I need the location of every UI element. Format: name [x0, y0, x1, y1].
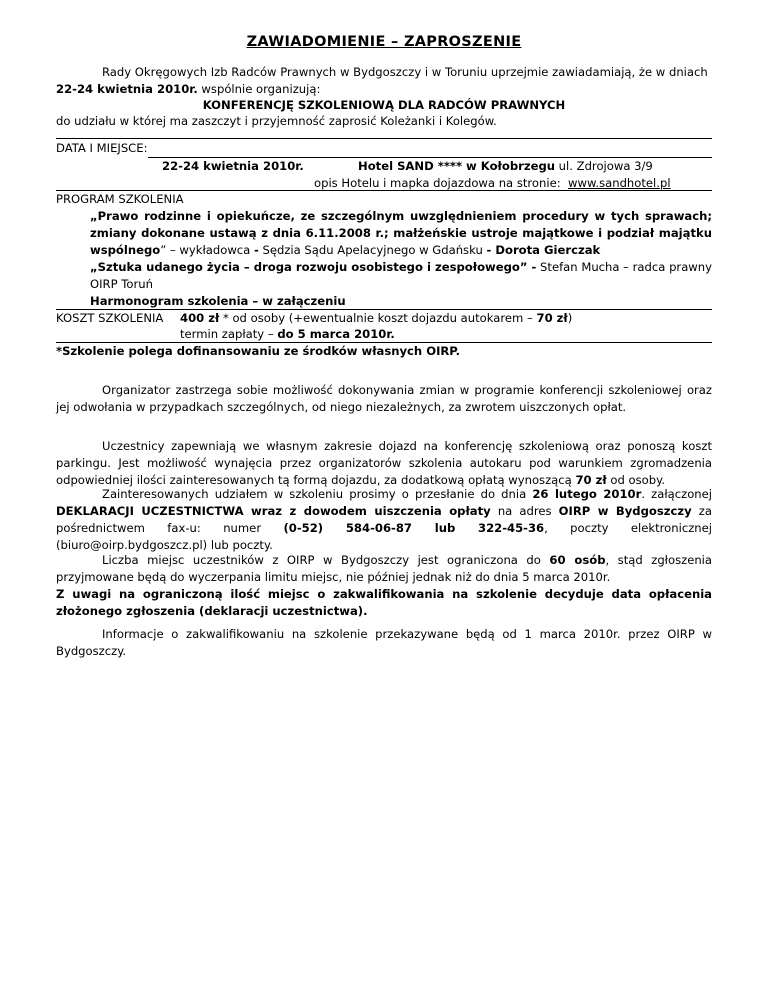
- p3-b: . załączonej: [641, 487, 712, 501]
- dash: -: [486, 243, 492, 257]
- topic-2-title: „Sztuka udanego życia – droga rozwoju osobistego i zespołowego” -: [90, 260, 537, 274]
- cost-label: KOSZT SZKOLENIA: [56, 311, 164, 325]
- paragraph-3: [56, 486, 712, 554]
- hotel-address: ul. Zdrojowa 3/9: [555, 159, 653, 173]
- intro-dates: 22-24 kwietnia 2010r.: [56, 82, 198, 96]
- paragraph-4-bold: Z uwagi na ograniczoną ilość miejsc o zakwalifikowania na szkolenie decyduje data opłacenia złożonego zgłoszenia (deklaracji uczestnictwa).: [56, 587, 712, 618]
- conference-title: KONFERENCJĘ SZKOLENIOWĄ DLA RADCÓW PRAWNYCH: [202, 98, 566, 112]
- schedule-note: Harmonogram szkolenia – w załączeniu: [90, 294, 346, 308]
- deadline-line: [180, 326, 395, 343]
- website-text: opis Hotelu i mapka dojazdowa na stronie:: [314, 176, 561, 190]
- intro-line-1: Rady Okręgowych Izb Radców Prawnych w Bydgoszczy i w Toruniu uprzejmie zawiadamiają, że w dniach: [102, 65, 708, 79]
- p3-d: za pośrednictwem fax-u: numer: [56, 504, 712, 535]
- divider: [56, 138, 712, 139]
- cost-rest: * od osoby (+ewentualnie koszt dojazdu autokarem –: [219, 311, 537, 325]
- dash: -: [253, 243, 259, 257]
- p3-fax: (0-52) 584-06-87 lub 322-45-36: [283, 521, 545, 535]
- p4-a: Liczba miejsc uczestników z OIRP w Bydgoszczy jest ograniczona do: [102, 553, 550, 567]
- cost-line: [180, 310, 572, 327]
- p3-a: Zainteresowanych udziałem w szkoleniu prosimy o przesłanie do dnia: [102, 487, 533, 501]
- p3-date: 26 lutego 2010r: [532, 487, 642, 501]
- speaker-1-role: Sędzia Sądu Apelacyjnego w Gdańsku: [258, 243, 487, 257]
- program-topic-1: [90, 208, 712, 259]
- hotel-line: [358, 158, 653, 175]
- p3-address: OIRP w Bydgoszczy: [558, 504, 692, 518]
- paragraph-5: Informacje o zakwalifikowaniu na szkolenie przekazywane będą od 1 marca 2010r. przez OIRP w Bydgoszczy.: [56, 627, 712, 658]
- intro-line-2-rest: wspólnie organizują:: [197, 82, 321, 96]
- hotel-name: Hotel SAND **** w Kołobrzegu: [358, 159, 555, 173]
- paragraph-4: [56, 552, 712, 586]
- paragraph-2: [56, 438, 712, 489]
- topic-1-title: „Prawo rodzinne i opiekuńcze, ze szczególnym uwzględnieniem procedury w tych sprawach; zmiany dokonane ustawą z dnia 6.11.2008 r.; małżeńskie ustroje majątkowe i podział majątku wspólnego: [90, 209, 712, 257]
- program-topic-2: [90, 259, 712, 293]
- intro-line-2: [56, 81, 320, 98]
- website-link[interactable]: www.sandhotel.pl: [568, 176, 671, 190]
- p3-e: , poczty elektronicznej (biuro@oirp.bydgoszcz.pl) lub poczty.: [56, 521, 712, 552]
- p3-declaration: DEKLARACJI UCZESTNICTWA wraz z dowodem uiszczenia opłaty: [56, 504, 491, 518]
- paragraph-2-end: od osoby.: [606, 473, 666, 487]
- paragraph-2-text: Uczestnicy zapewniają we własnym zakresie dojazd na konferencję szkoleniową oraz ponoszą koszt parkingu. Jest możliwość wynajęcia przez organizatorów szkolenia autokaru pod warunkiem zgromadzenia odpowiedniej ilości zainteresowanych tą formą dojazdu, za dodatkową opłatą wynoszącą: [56, 439, 712, 487]
- p4-b: , stąd zgłoszenia przyjmowane będą do wyczerpania limitu miejsc, nie później jednak niż do dnia 5 marca 2010r.: [56, 553, 712, 584]
- funding-note: *Szkolenie polega dofinansowaniu ze środków własnych OIRP.: [56, 344, 461, 358]
- paragraph-2-amount: 70 zł: [575, 473, 607, 487]
- topic-1-close: ” – wykładowca: [160, 243, 254, 257]
- paragraph-1: Organizator zastrzega sobie możliwość dokonywania zmian w programie konferencji szkoleniowej oraz jej odwołania w przypadkach szczególnych, od niego niezależnych, za zwrotem uiszczonych opłat.: [56, 383, 712, 414]
- cost-amount: 400 zł: [180, 311, 220, 325]
- document-title: ZAWIADOMIENIE – ZAPROSZENIE: [246, 34, 522, 50]
- program-label: PROGRAM SZKOLENIA: [56, 192, 184, 206]
- bus-close: ): [567, 311, 573, 325]
- deadline-text: termin zapłaty –: [180, 327, 278, 341]
- event-dates-value: 22-24 kwietnia 2010r.: [162, 159, 304, 173]
- deadline-date: do 5 marca 2010r.: [277, 327, 395, 341]
- speaker-1-name: Dorota Gierczak: [491, 243, 601, 257]
- date-place-label: DATA I MIEJSCE:: [56, 141, 148, 155]
- p3-c: na adres: [490, 504, 559, 518]
- p4-limit: 60 osób: [549, 553, 606, 567]
- intro-line-4: do udziału w której ma zaszczyt i przyjemność zaprosić Koleżanki i Kolegów.: [56, 114, 497, 128]
- speaker-2: Stefan Mucha – radca prawny OIRP Toruń: [90, 260, 712, 291]
- event-dates: [162, 158, 304, 175]
- bus-cost: 70 zł: [536, 311, 568, 325]
